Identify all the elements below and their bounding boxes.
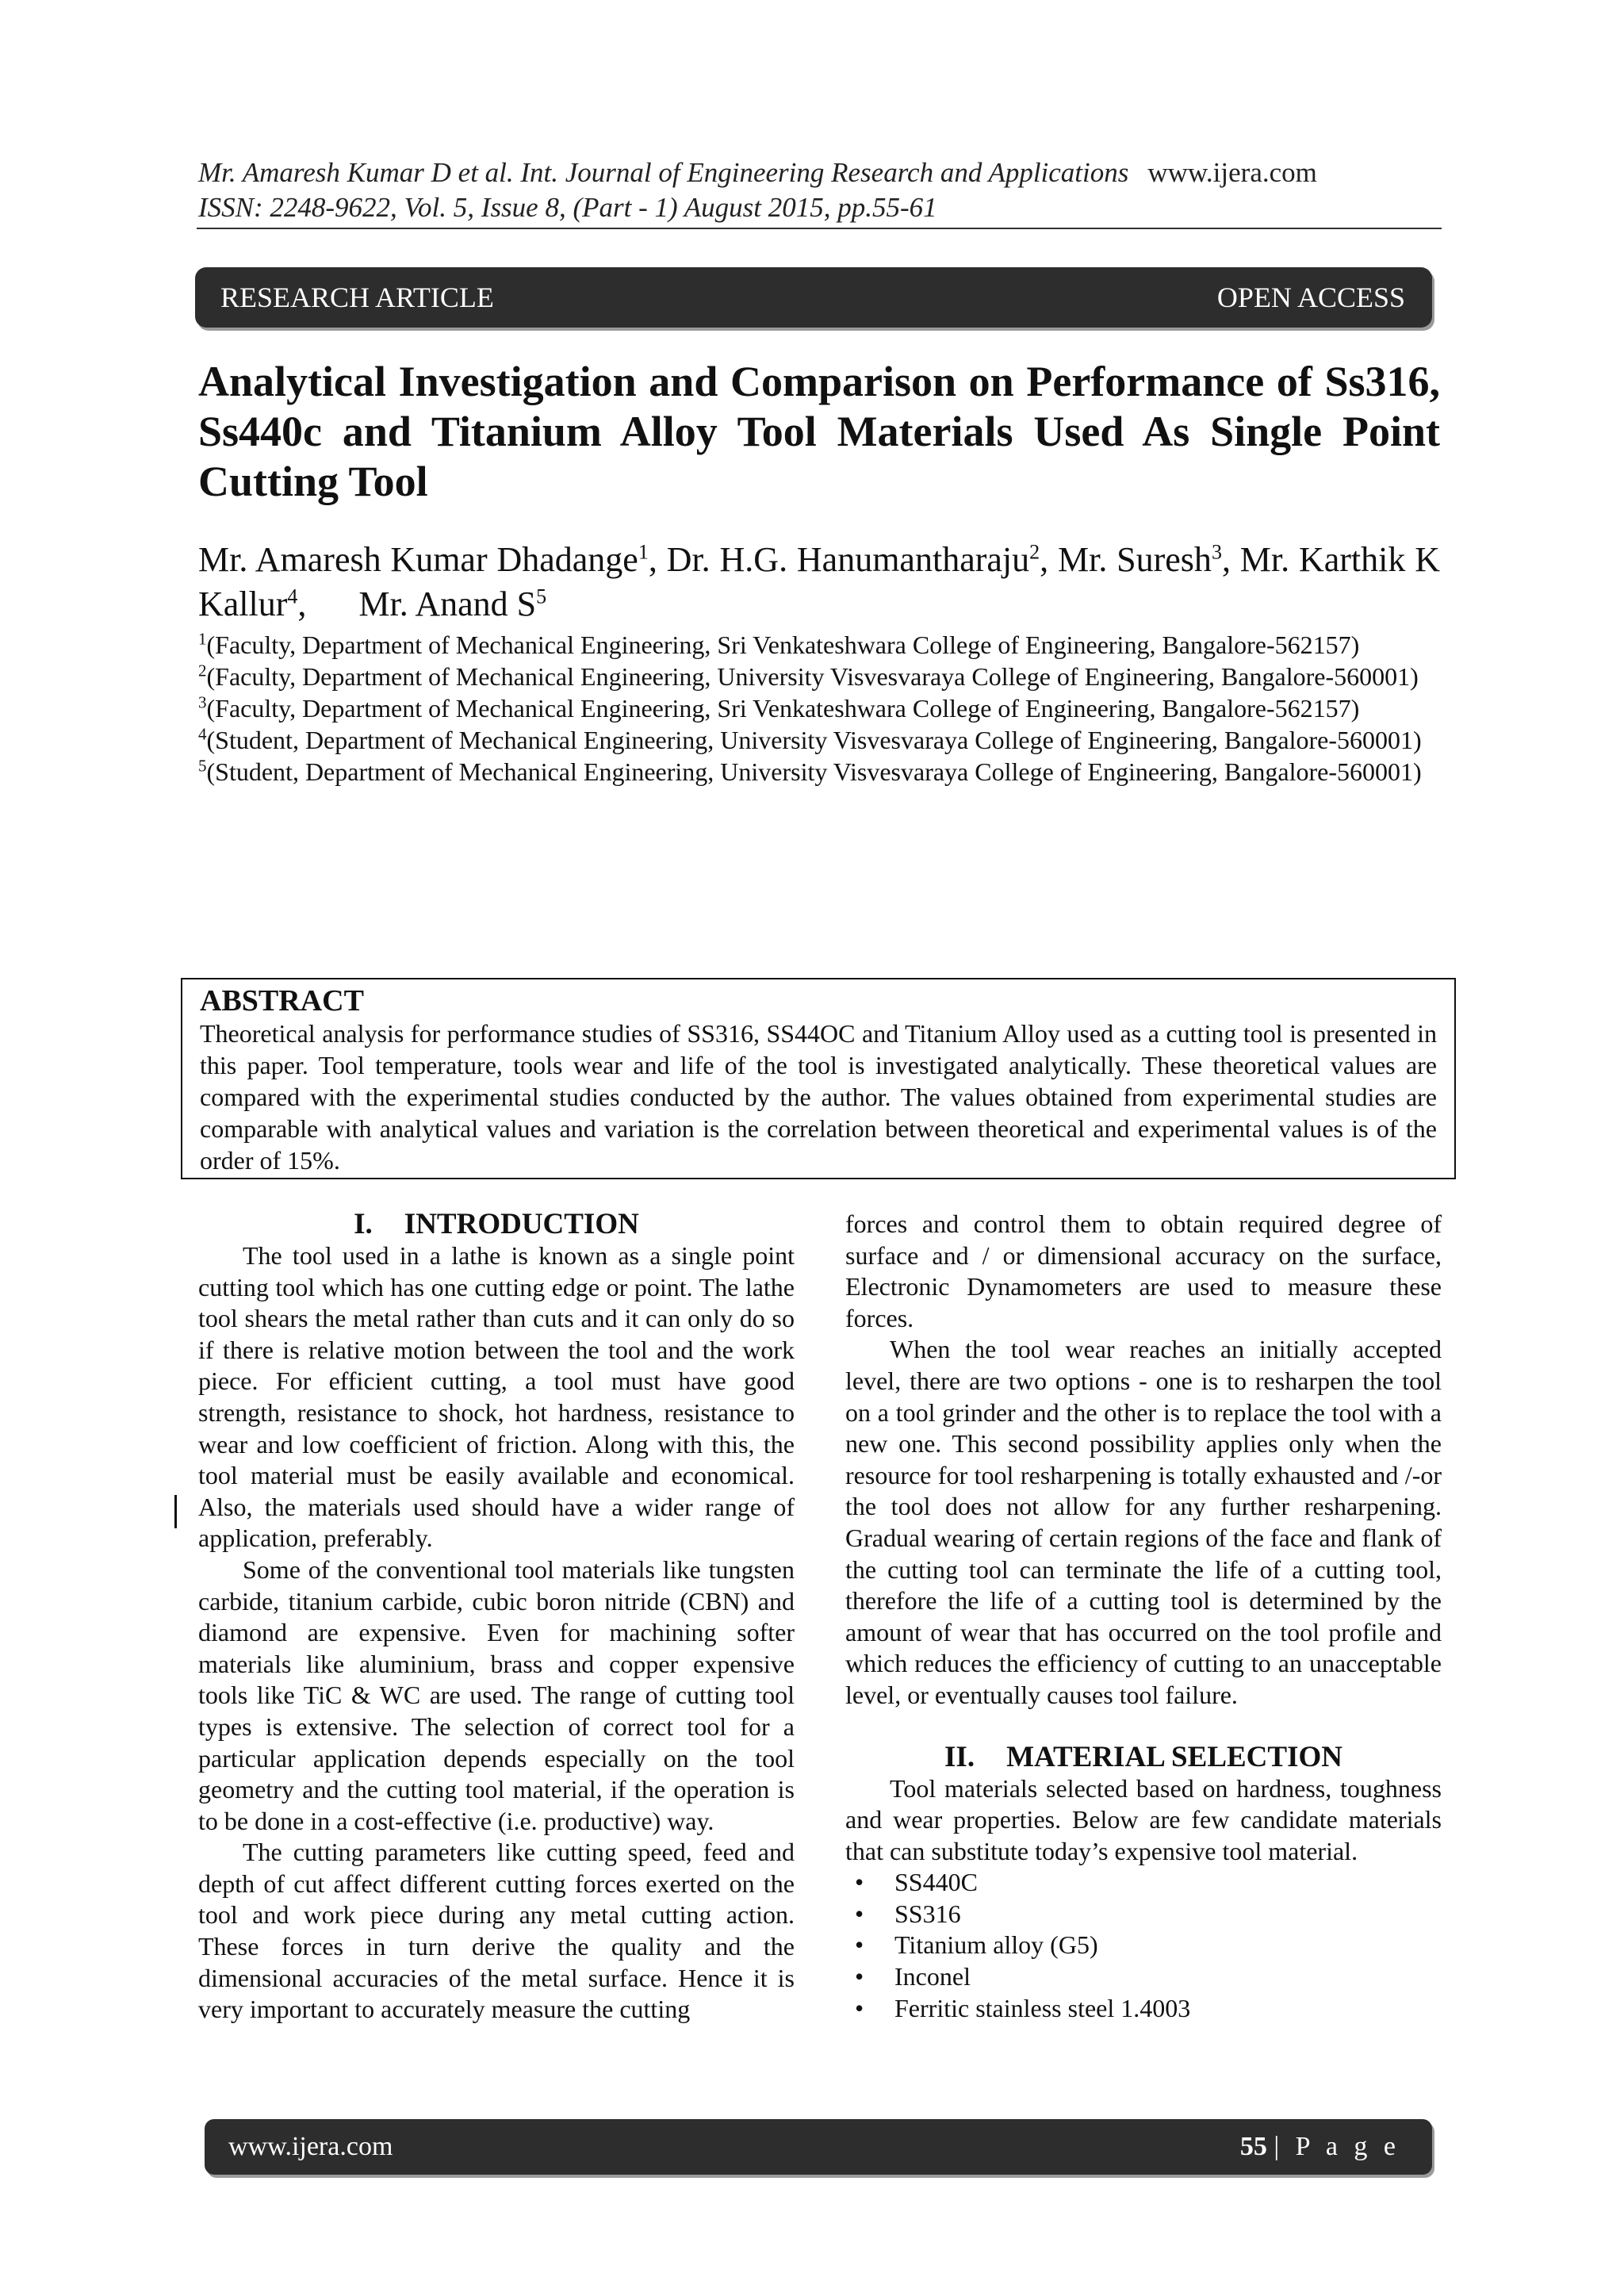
author-affiliation-marker: 4 — [287, 585, 298, 608]
article-type-banner — [195, 267, 1432, 328]
affiliation-list — [198, 629, 1440, 788]
author-name: Dr. H.G. Hanumantharaju — [666, 540, 1030, 579]
affiliation-item — [198, 661, 1440, 692]
section-title: MATERIAL SELECTION — [1006, 1740, 1342, 1773]
list-item: • Titanium alloy (G5) — [845, 1930, 1442, 1961]
affiliation-marker: 1 — [198, 629, 207, 649]
abstract-box — [181, 978, 1456, 1179]
section-number: I. — [354, 1208, 373, 1240]
affiliation-text: (Faculty, Department of Mechanical Engineering, Sri Venkateshwara College of Engineering, Bangalore-562157) — [206, 694, 1360, 723]
page-number: 55 — [1239, 2132, 1267, 2161]
right-column — [845, 1209, 1442, 2024]
author-affiliation-marker: 2 — [1029, 540, 1040, 564]
intro-paragraph-3-continued: forces and control them to obtain required degree of surface and / or dimensional accuracy on the surface, Electronic Dynamometers are used to measure these forces. — [845, 1209, 1442, 1332]
revision-change-bar — [174, 1495, 177, 1528]
list-item: • SS316 — [845, 1899, 1442, 1930]
affiliation-marker: 2 — [198, 661, 207, 680]
footer-url[interactable]: www.ijera.com — [228, 2132, 393, 2161]
list-item: • Ferritic stainless steel 1.4003 — [845, 1993, 1442, 2025]
section-heading-material-selection — [845, 1742, 1442, 1773]
author-name: Mr. Amaresh Kumar Dhadange — [198, 540, 638, 579]
paper-title: Analytical Investigation and Comparison on Performance of Ss316, Ss440c and Titanium Alloy Tool Materials Used As Single Point Cutting Tool — [198, 358, 1440, 505]
header-url[interactable]: www.ijera.com — [1147, 157, 1317, 188]
author-list — [198, 538, 1440, 627]
section-title: INTRODUCTION — [404, 1208, 639, 1240]
author-separator: , — [1040, 540, 1058, 579]
running-header — [198, 155, 1440, 225]
list-item: • Inconel — [845, 1961, 1442, 1993]
left-column — [198, 1209, 795, 2026]
affiliation-text: (Student, Department of Mechanical Engineering, University Visvesvaraya College of Engineering, Bangalore-560001) — [206, 726, 1422, 754]
header-line-2: ISSN: 2248-9622, Vol. 5, Issue 8, (Part - 1) August 2015, pp.55-61 — [198, 192, 937, 223]
author-name: Mr. Suresh — [1057, 540, 1212, 579]
intro-paragraph-2: Some of the conventional tool materials like tungsten carbide, titanium carbide, cubic boron nitride (CBN) and diamond are expensive. Even for machining softer materials like aluminium, brass and copper expensive tools like TiC & WC are used. The range of cutting tool types is extensive. The selection of correct tool for a particular application depends especially on the tool geometry and the cutting tool material, if the operation is to be done in a cost-effective (i.e. productive) way. — [198, 1554, 795, 1835]
author-affiliation-marker: 3 — [1211, 540, 1222, 564]
author-affiliation-marker: 5 — [536, 585, 547, 608]
material-selection-paragraph: Tool materials selected based on hardness, toughness and wear properties. Below are few candidate materials that can substitute today’s expensive tool material. — [845, 1773, 1442, 1865]
author-affiliation-marker: 1 — [638, 540, 649, 564]
affiliation-text: (Student, Department of Mechanical Engineering, University Visvesvaraya College of Engineering, Bangalore-560001) — [206, 757, 1422, 786]
abstract-body: Theoretical analysis for performance studies of SS316, SS44OC and Titanium Alloy used as a cutting tool is presented in this paper. Tool temperature, tools wear and life of the tool is investigated analytically. These theoretical values are compared with the experimental studies conducted by the author. The values obtained from experimental studies are comparable with analytical values and variation is the correlation between theoretical and experimental values is of the order of 15%. — [200, 1019, 1437, 1175]
affiliation-item — [198, 692, 1440, 724]
intro-paragraph-4: When the tool wear reaches an initially accepted level, there are two options - one is to resharpen the tool on a tool grinder and the other is to replace the tool with a new one. This second possibility applies only when the resource for tool resharpening is totally exhausted and /-or the tool does not allow for any further resharpening. Gradual wearing of certain regions of the face and flank of the cutting tool can terminate the life of a cutting tool, therefore the life of a cutting tool is determined by the amount of wear that has occurred on the tool profile and which reduces the efficiency of cutting to an unacceptable level, or eventually causes tool failure. — [845, 1335, 1442, 1709]
research-article-label: RESEARCH ARTICLE — [220, 282, 494, 313]
author-name: Mr. Anand S — [358, 585, 537, 623]
section-number: II. — [944, 1740, 975, 1773]
affiliation-item — [198, 629, 1440, 661]
header-rule — [197, 228, 1442, 229]
header-citation: Mr. Amaresh Kumar D et al. Int. Journal of Engineering Research and Applications — [198, 157, 1129, 188]
affiliation-item — [198, 756, 1440, 788]
section-heading-introduction — [198, 1209, 795, 1240]
affiliation-item — [198, 724, 1440, 756]
list-item: • SS440C — [845, 1867, 1442, 1899]
page-footer — [205, 2119, 1432, 2175]
author-separator: , — [648, 540, 667, 579]
open-access-label: OPEN ACCESS — [1216, 282, 1405, 313]
footer-page-indicator — [1240, 2132, 1400, 2162]
affiliation-text: (Faculty, Department of Mechanical Engineering, University Visvesvaraya College of Engineering, Bangalore-560001) — [206, 662, 1419, 691]
author-separator: , — [297, 585, 359, 623]
candidate-materials-list — [845, 1867, 1442, 2024]
header-line-1 — [198, 155, 1440, 190]
section-spacer — [845, 1711, 1442, 1742]
affiliation-marker: 3 — [198, 692, 207, 712]
intro-paragraph-3: The cutting parameters like cutting speed, feed and depth of cut affect different cutting forces exerted on the tool and work piece during any metal cutting action. These forces in turn derive the quality and the dimensional accuracies of the metal surface. Hence it is very important to accurately measure the cutting — [198, 1838, 795, 2024]
affiliation-text: (Faculty, Department of Mechanical Engineering, Sri Venkateshwara College of Engineering, Bangalore-562157) — [206, 631, 1360, 659]
affiliation-marker: 5 — [198, 756, 207, 776]
author-separator: , — [1221, 540, 1240, 579]
intro-paragraph-1: The tool used in a lathe is known as a single point cutting tool which has one cutting edge or point. The lathe tool shears the metal rather than cuts and it can only do so if there is relative motion between the tool and the work piece. For efficient cutting, a tool must have good strength, resistance to shock, hot hardness, resistance to wear and low coefficient of friction. Along with this, the tool material must be easily available and economical. Also, the materials used should have a wider range of application, preferably. — [198, 1241, 795, 1553]
affiliation-marker: 4 — [198, 724, 207, 744]
author-name: Mr. Karthik K Kallur — [198, 540, 1440, 623]
page-label: | P a g e — [1274, 2132, 1400, 2161]
abstract-heading: ABSTRACT — [200, 984, 364, 1018]
